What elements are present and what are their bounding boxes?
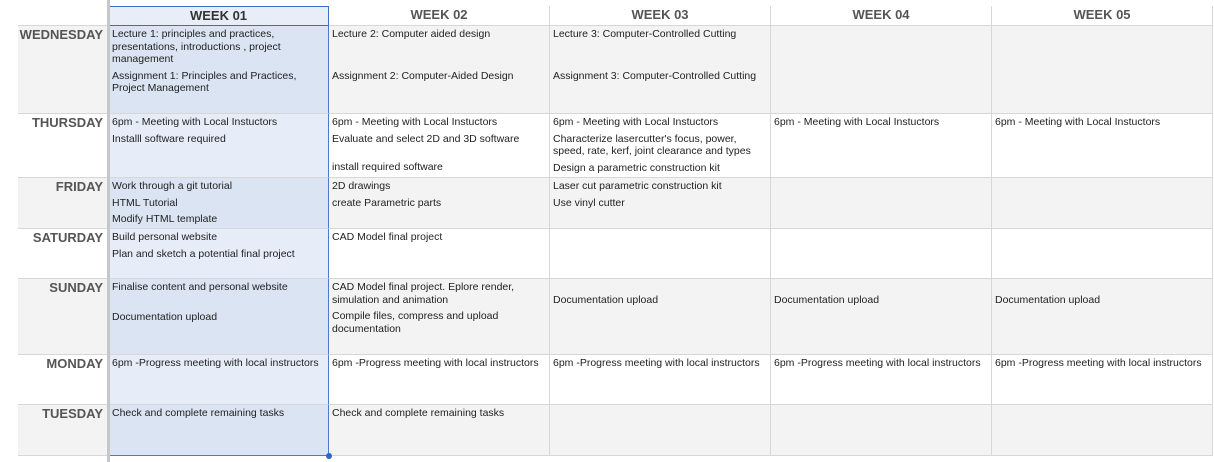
- cell-line: Check and complete remaining tasks: [332, 407, 505, 419]
- cell-line: Documentation upload: [774, 294, 880, 306]
- cell-line: Finalise content and personal website: [112, 281, 288, 293]
- cell-line: Documentation upload: [995, 294, 1101, 306]
- cell-tue-w3[interactable]: [550, 405, 771, 456]
- cell-line: Evaluate and select 2D and 3D software: [332, 132, 520, 145]
- cell-line: CAD Model final project: [332, 231, 443, 243]
- header-week-04[interactable]: WEEK 04: [771, 6, 992, 26]
- header-week-01[interactable]: WEEK 01: [108, 6, 329, 26]
- cell-line: HTML Tutorial: [112, 196, 178, 209]
- cell-tue-w2[interactable]: [329, 405, 550, 456]
- cell-line: 6pm - Meeting with Local Instuctors: [112, 116, 278, 128]
- cell-fri-w2[interactable]: [329, 178, 550, 229]
- cell-sun-w3[interactable]: [550, 279, 771, 355]
- cell-line: 6pm -Progress meeting with local instructors: [774, 357, 981, 369]
- cell-line: 6pm -Progress meeting with local instructors: [332, 357, 539, 369]
- cell-mon-w3[interactable]: [550, 355, 771, 405]
- cell-line: 6pm - Meeting with Local Instuctors: [332, 116, 498, 128]
- cell-line: 2D drawings: [332, 180, 391, 192]
- cell-line: Documentation upload: [112, 310, 218, 323]
- cell-line: Characterize lasercutter's focus, power, speed, rate, kerf, joint clearance and types: [553, 132, 751, 157]
- cell-tue-w4[interactable]: [771, 405, 992, 456]
- cell-thu-w3[interactable]: [550, 114, 771, 178]
- cell-tue-w5[interactable]: [992, 405, 1213, 456]
- day-sunday[interactable]: SUNDAY: [18, 279, 108, 355]
- cell-sat-w2[interactable]: [329, 229, 550, 279]
- cell-sun-w5[interactable]: [992, 279, 1213, 355]
- cell-line: 6pm - Meeting with Local Instuctors: [553, 116, 719, 128]
- cell-thu-w5[interactable]: [992, 114, 1213, 178]
- cell-line: Documentation upload: [553, 294, 659, 306]
- cell-line: create Parametric parts: [332, 196, 442, 209]
- cell-wed-w1[interactable]: [108, 26, 329, 114]
- header-week-05[interactable]: WEEK 05: [992, 6, 1213, 26]
- cell-tue-w1[interactable]: [108, 405, 329, 456]
- cell-wed-w4[interactable]: [771, 26, 992, 114]
- day-thursday[interactable]: THURSDAY: [18, 114, 108, 178]
- cell-wed-w3[interactable]: [550, 26, 771, 114]
- cell-line: Assignment 2: Computer-Aided Design: [332, 69, 514, 82]
- cell-sat-w5[interactable]: [992, 229, 1213, 279]
- selection-fill-handle[interactable]: [326, 453, 332, 459]
- cell-line: Lecture 1: principles and practices, presentations, introductions , project management: [112, 28, 284, 65]
- header-week-02[interactable]: WEEK 02: [329, 6, 550, 26]
- schedule-grid: [18, 6, 1213, 456]
- cell-fri-w4[interactable]: [771, 178, 992, 229]
- day-saturday[interactable]: SATURDAY: [18, 229, 108, 279]
- cell-sat-w3[interactable]: [550, 229, 771, 279]
- header-week-03[interactable]: WEEK 03: [550, 6, 771, 26]
- header-corner[interactable]: [18, 6, 108, 26]
- cell-fri-w5[interactable]: [992, 178, 1213, 229]
- cell-line: Modify HTML template: [112, 213, 218, 225]
- cell-fri-w3[interactable]: [550, 178, 771, 229]
- cell-wed-w5[interactable]: [992, 26, 1213, 114]
- cell-fri-w1[interactable]: [108, 178, 329, 229]
- cell-sun-w4[interactable]: [771, 279, 992, 355]
- cell-mon-w1[interactable]: [108, 355, 329, 405]
- cell-line: Installl software required: [112, 132, 226, 145]
- cell-sun-w2[interactable]: [329, 279, 550, 355]
- cell-line: Lecture 2: Computer aided design: [332, 28, 491, 40]
- cell-line: Check and complete remaining tasks: [112, 407, 285, 419]
- cell-line: Plan and sketch a potential final project: [112, 247, 295, 260]
- cell-line: Laser cut parametric construction kit: [553, 180, 722, 192]
- cell-line: Lecture 3: Computer-Controlled Cutting: [553, 28, 737, 40]
- cell-thu-w1[interactable]: [108, 114, 329, 178]
- cell-line: 6pm -Progress meeting with local instructors: [995, 357, 1202, 369]
- cell-line: Use vinyl cutter: [553, 196, 625, 209]
- cell-sat-w1[interactable]: [108, 229, 329, 279]
- cell-line: 6pm -Progress meeting with local instructors: [112, 357, 319, 369]
- cell-mon-w5[interactable]: [992, 355, 1213, 405]
- cell-line: Build personal website: [112, 231, 218, 243]
- cell-line: 6pm -Progress meeting with local instructors: [553, 357, 760, 369]
- cell-sun-w1[interactable]: [108, 279, 329, 355]
- cell-line: Compile files, compress and upload documentation: [332, 310, 502, 335]
- cell-mon-w2[interactable]: [329, 355, 550, 405]
- cell-line: Assignment 1: Principles and Practices, Project Management: [112, 69, 300, 94]
- day-tuesday[interactable]: TUESDAY: [18, 405, 108, 456]
- day-wednesday[interactable]: WEDNESDAY: [18, 26, 108, 114]
- cell-sat-w4[interactable]: [771, 229, 992, 279]
- cell-line: 6pm - Meeting with Local Instuctors: [995, 116, 1161, 128]
- cell-line: Design a parametric construction kit: [553, 161, 720, 174]
- cell-thu-w2[interactable]: [329, 114, 550, 178]
- cell-mon-w4[interactable]: [771, 355, 992, 405]
- cell-line: CAD Model final project. Eplore render, simulation and animation: [332, 281, 518, 306]
- cell-line: Assignment 3: Computer-Controlled Cutting: [553, 69, 757, 82]
- cell-line: Work through a git tutorial: [112, 180, 233, 192]
- frozen-column-divider[interactable]: [107, 0, 110, 462]
- cell-thu-w4[interactable]: [771, 114, 992, 178]
- day-friday[interactable]: FRIDAY: [18, 178, 108, 229]
- cell-wed-w2[interactable]: [329, 26, 550, 114]
- cell-line: install required software: [332, 161, 443, 173]
- cell-line: 6pm - Meeting with Local Instuctors: [774, 116, 940, 128]
- day-monday[interactable]: MONDAY: [18, 355, 108, 405]
